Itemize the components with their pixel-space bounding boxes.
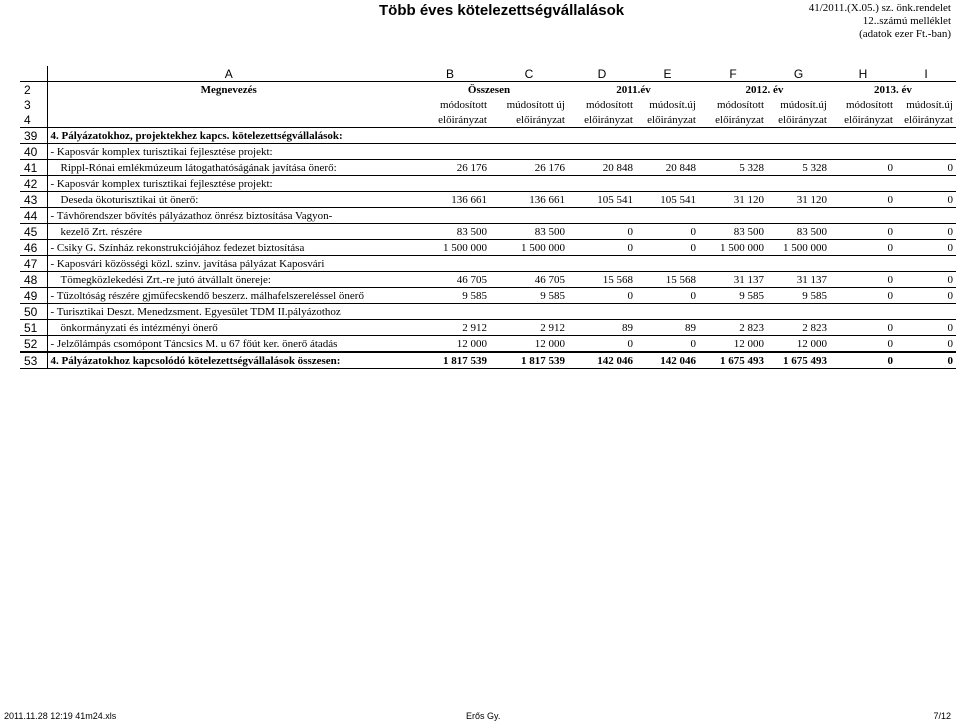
amount-cell [636,128,699,144]
col-letter: H [830,66,896,82]
amount-cell [490,208,568,224]
amount-cell [490,256,568,272]
amount-cell [896,144,956,160]
header-label: múdosít.új [906,98,953,111]
amount-cell [830,304,896,320]
table-row [20,272,956,288]
amount-cell: 9 585 [699,288,767,304]
item-description: - Tűzoltóság részére gjműfecskendő beszerz. málhafelszereléssel önerő [47,288,410,304]
table-row [20,336,956,353]
amount-cell [410,128,490,144]
row-number: 52 [20,336,47,353]
decree-reference: 41/2011.(X.05.) sz. önk.rendelet [808,2,951,14]
amount-cell: 26 176 [490,160,568,176]
row-number: 40 [20,144,47,160]
item-description: - Csiky G. Színház rekonstrukciójához fedezet biztosítása [47,240,410,256]
amount-cell: 2 912 [490,320,568,336]
amount-cell [410,304,490,320]
row-number: 49 [20,288,47,304]
amount-cell [767,256,830,272]
row-number: 47 [20,256,47,272]
amount-cell: 9 585 [490,288,568,304]
amount-cell: 0 [896,272,956,288]
header-blank [47,112,410,128]
amount-cell: 1 500 000 [410,240,490,256]
amount-cell: 1 817 539 [490,352,568,369]
amount-cell: 0 [830,352,896,369]
amount-cell [636,176,699,192]
table-row [20,320,956,336]
amount-cell: 15 568 [568,272,636,288]
amount-cell: 15 568 [636,272,699,288]
corner-cell [20,66,47,82]
amount-cell [699,304,767,320]
table-row [20,208,956,224]
commitments-table [20,66,956,369]
amount-cell [636,256,699,272]
item-description: - Turisztikai Deszt. Menedzsment. Egyesület TDM II.pályázothoz [47,304,410,320]
row-number: 39 [20,128,47,144]
item-description: 4. Pályázatokhoz, projektekhez kapcs. kötelezettségvállalások: [47,128,410,144]
amount-cell: 12 000 [699,336,767,353]
item-description: - Távhőrendszer bővítés pályázathoz önrész biztosítása Vagyon- [47,208,410,224]
amount-cell: 0 [896,160,956,176]
amount-cell: 0 [896,320,956,336]
amount-cell: 142 046 [636,352,699,369]
amount-cell: 20 848 [636,160,699,176]
header-label: múdosít.új [780,98,827,111]
amount-cell [636,208,699,224]
amount-cell: 0 [830,288,896,304]
amount-cell: 136 661 [490,192,568,208]
amount-cell: 83 500 [699,224,767,240]
amount-cell: 0 [830,320,896,336]
amount-cell [568,176,636,192]
amount-cell: 105 541 [636,192,699,208]
amount-cell: 0 [896,288,956,304]
row-number: 44 [20,208,47,224]
amount-cell [636,304,699,320]
amount-cell [568,144,636,160]
row-number: 4 [20,112,47,128]
header-row-2 [20,82,956,98]
footer-file-info: 2011.11.28 12:19 41m24.xls [4,711,117,721]
page-title: Több éves kötelezettségvállalások [379,2,625,19]
total-row [20,352,956,369]
table-row [20,128,956,144]
col-letter: E [636,66,699,82]
amount-cell: 0 [830,240,896,256]
amount-cell: 1 675 493 [767,352,830,369]
col-letter: B [410,66,490,82]
amount-cell: 1 500 000 [699,240,767,256]
col-letter: D [568,66,636,82]
amount-cell: 20 848 [568,160,636,176]
amount-cell: 0 [896,336,956,353]
col-letter: I [896,66,956,82]
amount-cell [830,144,896,160]
item-description: önkormányzati és intézményi önerő [47,320,410,336]
item-description: kezelő Zrt. részére [47,224,410,240]
amount-cell: 0 [830,272,896,288]
col-letter: G [767,66,830,82]
header-2013: 2013. év [874,83,912,96]
amount-cell: 0 [896,224,956,240]
row-number: 42 [20,176,47,192]
col-letter: A [47,66,410,82]
amount-cell [699,176,767,192]
amount-cell: 136 661 [410,192,490,208]
amount-cell: 46 705 [410,272,490,288]
header-osszesen: Összesen [467,83,511,96]
col-letter: F [699,66,767,82]
table-row [20,160,956,176]
row-number: 41 [20,160,47,176]
amount-cell [767,304,830,320]
amount-cell: 2 823 [699,320,767,336]
header-label: múdosított új [506,98,565,111]
amount-cell: 1 500 000 [767,240,830,256]
column-letter-row [20,66,956,82]
amount-cell: 1 675 493 [699,352,767,369]
row-number: 45 [20,224,47,240]
annex-number: 12..számú melléklet [862,15,951,27]
amount-cell: 83 500 [410,224,490,240]
row-number: 50 [20,304,47,320]
amount-cell [699,144,767,160]
header-label: módosított [585,98,633,111]
amount-cell: 9 585 [410,288,490,304]
header-row-4 [20,112,956,128]
amount-cell: 5 328 [767,160,830,176]
table-row [20,256,956,272]
amount-cell: 2 912 [410,320,490,336]
amount-cell [568,304,636,320]
amount-cell: 0 [830,192,896,208]
item-description: Rippl-Rónai emlékmúzeum látogathatóságának javítása önerő: [47,160,410,176]
amount-cell [767,144,830,160]
header-blank [47,97,410,112]
amount-cell [830,176,896,192]
item-description: - Kaposvár komplex turisztikai fejlesztése projekt: [47,144,410,160]
row-number: 53 [20,352,47,369]
amount-cell: 12 000 [767,336,830,353]
row-number: 46 [20,240,47,256]
amount-cell: 89 [636,320,699,336]
amount-cell: 9 585 [767,288,830,304]
amount-cell: 0 [636,288,699,304]
amount-cell [767,128,830,144]
amount-cell [568,256,636,272]
table-row [20,288,956,304]
amount-cell: 31 137 [699,272,767,288]
amount-cell: 0 [896,240,956,256]
amount-cell: 0 [568,336,636,353]
amount-cell [568,128,636,144]
header-label: előirányzat [699,112,767,128]
amount-cell [830,208,896,224]
header-label: előirányzat [896,112,956,128]
amount-cell: 12 000 [410,336,490,353]
item-description: - Kaposvár komplex turisztikai fejlesztése projekt: [47,176,410,192]
amount-cell: 142 046 [568,352,636,369]
amount-cell [830,256,896,272]
amount-cell: 0 [568,224,636,240]
amount-cell: 12 000 [490,336,568,353]
amount-cell [767,176,830,192]
amount-cell: 1 500 000 [490,240,568,256]
amount-cell [410,144,490,160]
item-description: - Jelzőlámpás csomópont Táncsics M. u 67 főút ker. önerő átadás [47,336,410,353]
amount-cell [490,304,568,320]
amount-cell: 0 [568,288,636,304]
item-description: 4. Pályázatokhoz kapcsolódó kötelezettségvállalások összesen: [47,352,410,369]
header-label: előirányzat [568,112,636,128]
amount-cell [568,208,636,224]
row-number: 43 [20,192,47,208]
amount-cell: 31 120 [767,192,830,208]
amount-cell: 2 823 [767,320,830,336]
amount-cell: 0 [830,224,896,240]
amount-cell: 5 328 [699,160,767,176]
amount-cell [490,176,568,192]
amount-cell: 0 [636,336,699,353]
header-row-3 [20,97,956,112]
header-label: előirányzat [410,112,490,128]
amount-cell: 83 500 [490,224,568,240]
amount-cell [896,208,956,224]
amount-cell [896,176,956,192]
amount-cell: 0 [896,192,956,208]
row-number: 2 [20,82,47,98]
header-label: előirányzat [490,112,568,128]
header-label: módosított [439,98,487,111]
amount-cell [896,304,956,320]
row-number: 48 [20,272,47,288]
amount-cell: 1 817 539 [410,352,490,369]
amount-cell: 105 541 [568,192,636,208]
header-label: múdosít.új [649,98,696,111]
row-number: 3 [20,97,47,112]
amount-cell [699,208,767,224]
row-number: 51 [20,320,47,336]
amount-cell [896,128,956,144]
header-label: előirányzat [830,112,896,128]
amount-cell [699,128,767,144]
amount-cell [767,208,830,224]
amount-cell: 0 [568,240,636,256]
amount-cell: 83 500 [767,224,830,240]
amount-cell: 46 705 [490,272,568,288]
amount-cell: 0 [896,352,956,369]
amount-cell: 31 120 [699,192,767,208]
header-label: előirányzat [636,112,699,128]
footer-author: Erős Gy. [466,711,501,721]
table-row [20,144,956,160]
amount-cell: 31 137 [767,272,830,288]
amount-cell [410,256,490,272]
amount-cell [699,256,767,272]
item-description: Deseda ökoturisztikai út önerő: [47,192,410,208]
amount-cell [490,128,568,144]
amount-cell: 0 [830,336,896,353]
item-description: - Kaposvári közösségi közl. szinv. javítása pályázat Kaposvári [47,256,410,272]
col-letter: C [490,66,568,82]
table-row [20,192,956,208]
units-note: (adatok ezer Ft.-ban) [859,28,951,40]
table-row [20,224,956,240]
amount-cell: 26 176 [410,160,490,176]
amount-cell [490,144,568,160]
item-description: Tömegközlekedési Zrt.-re jutó átvállalt önereje: [47,272,410,288]
table-row [20,240,956,256]
amount-cell [830,128,896,144]
header-right-notes [809,2,951,41]
header-label: módosított [716,98,764,111]
amount-cell: 0 [830,160,896,176]
header-megnevezes: Megnevezés [200,83,257,96]
header-label: módosított [845,98,893,111]
footer-page-number: 7/12 [933,711,951,721]
table-row [20,304,956,320]
table-row [20,176,956,192]
amount-cell: 0 [636,224,699,240]
header-2012: 2012. év [745,83,784,96]
header-label: előirányzat [767,112,830,128]
amount-cell [896,256,956,272]
amount-cell: 0 [636,240,699,256]
amount-cell: 89 [568,320,636,336]
amount-cell [410,208,490,224]
amount-cell [410,176,490,192]
header-2011: 2011.év [616,83,651,96]
amount-cell [636,144,699,160]
